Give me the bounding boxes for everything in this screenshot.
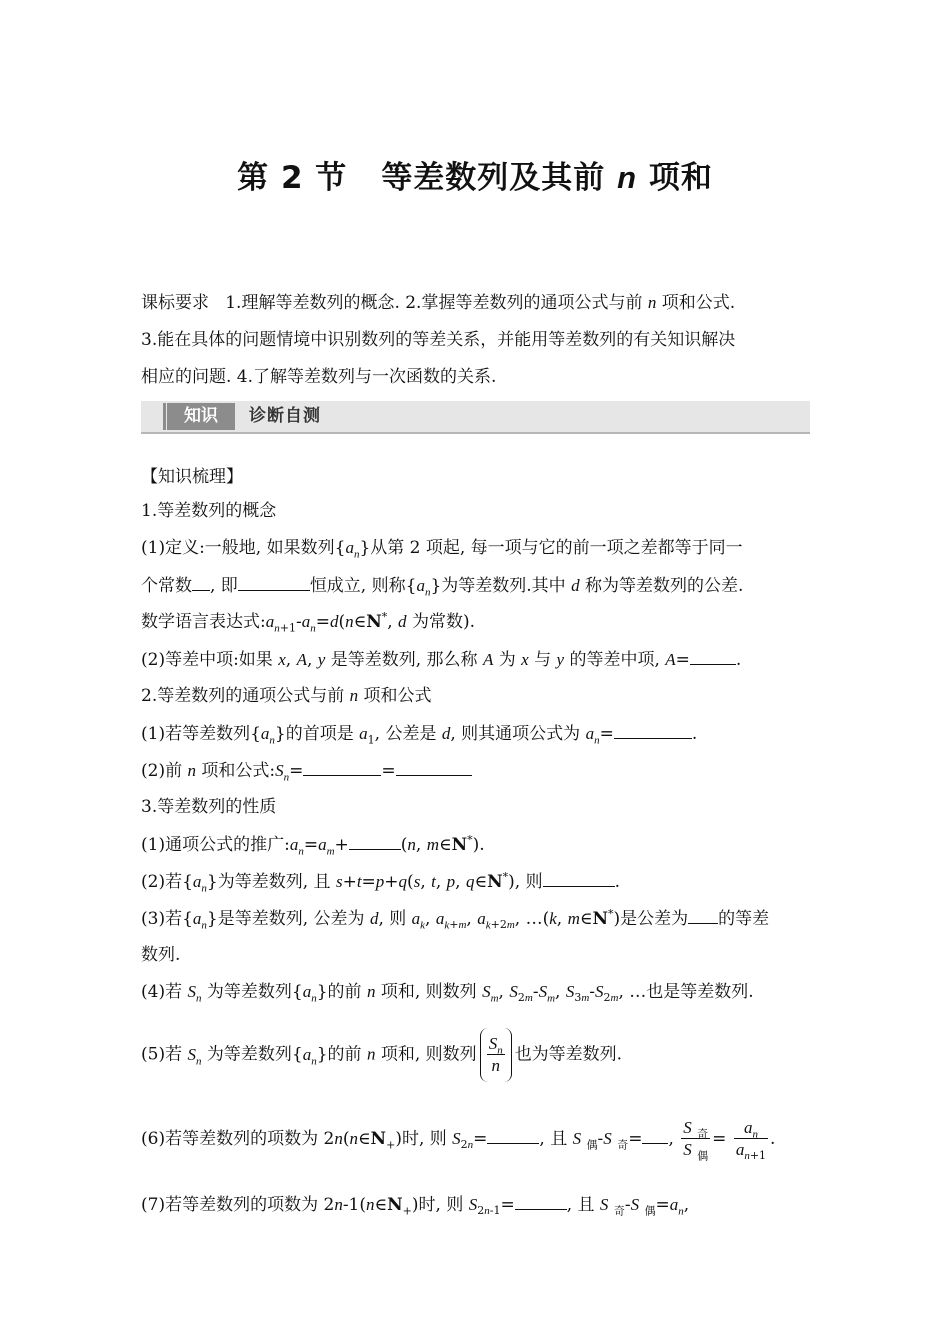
- property-7: (7)若等差数列的项数为 $2n-1(n\in N_+)$时, 则 $S_{2n-1}=$ , 且 S $_奇$-S $_偶=a_n$,: [141, 1195, 690, 1218]
- property-3-cont: 数列.: [141, 945, 181, 965]
- knowledge-label: 【知识梳理】: [141, 467, 243, 487]
- requirements-line-3: 相应的问题. 4.了解等差数列与一次函数的关系.: [141, 367, 497, 387]
- definition-line-2: 个常数 , 即 恒成立, 则称$\{a_n\}$为等差数列.其中 d 称为等差数列的公差.: [141, 576, 744, 599]
- property-1: (1)通项公式的推广$:a_n=a_m+ (n$, m∈N*).: [141, 833, 485, 858]
- heading-1: 1.等差数列的概念: [141, 501, 277, 521]
- requirements-line-1: 课标要求 1.理解等差数列的概念. 2.掌握等差数列的通项公式与前 n 项和公式.: [141, 293, 736, 313]
- section-banner: [141, 401, 810, 434]
- property-3: (3)若$\{a_n\}$是等差数列, 公差为 d, 则 $a_k$, $a_{k+m}$, $a_{k+2m}$, …(k, m∈N*)是公差为 的等差: [141, 907, 770, 932]
- banner-text: 诊断自测: [249, 406, 321, 426]
- property-2: (2)若$\{a_n\}$为等差数列, 且 s+t=p+q(s, t, p, q∈N*), 则 .: [141, 870, 620, 895]
- middle-term-line: (2)等差中项:如果 x, A, y 是等差数列, 那么称 A 为 x 与 y 的等差中项, A= .: [141, 650, 742, 670]
- property-5: (5)若 $S_n$ 为等差数列$\{a_n\}$的前 n 项和, 则数列 $\frac{S_n}{n}$ 也为等差数列.: [141, 1028, 811, 1082]
- heading-2: 2.等差数列的通项公式与前 n 项和公式: [141, 686, 432, 706]
- definition-line-1: (1)定义:一般地, 如果数列$\{a_n\}$从第 2 项起, 每一项与它的前一项之差都等于同一: [141, 538, 743, 561]
- sum-formula-line: (2)前 n 项和公式$:S_n=$ =: [141, 759, 811, 782]
- property-4: (4)若 $S_n$ 为等差数列$\{a_n\}$的前 n 项和, 则数列 $S_m$, $S_{2m}-S_m$, $S_{3m}-S_{2m}$, …也是等差数列.: [141, 982, 754, 1005]
- property-6: (6)若等差数列的项数为 $2n(n\in N_+)$时, 则 $S_{2n}=$ , 且 S $_偶$-S $_奇$= , $\frac{S _奇}{S _偶}$ = $\frac{a_n}{a_{n+1}}$ .: [141, 1118, 776, 1163]
- banner-tag: 知识: [167, 403, 235, 430]
- requirements-line-2: 3.能在具体的问题情境中识别数列的等差关系，并能用等差数列的有关知识解决: [141, 330, 736, 350]
- page-title: 第 2 节 等差数列及其前 n 项和: [237, 160, 713, 196]
- heading-3: 3.等差数列的性质: [141, 797, 277, 817]
- general-term-line: (1)若等差数列$\{a_n\}$的首项是 $a_1$, 公差是 d, 则其通项公式为 $a_n=$ .: [141, 724, 698, 747]
- math-expression-line: 数学语言表达式$:a_{n+1}-a_n=d(n\in N^*$, d 为常数).: [141, 610, 475, 635]
